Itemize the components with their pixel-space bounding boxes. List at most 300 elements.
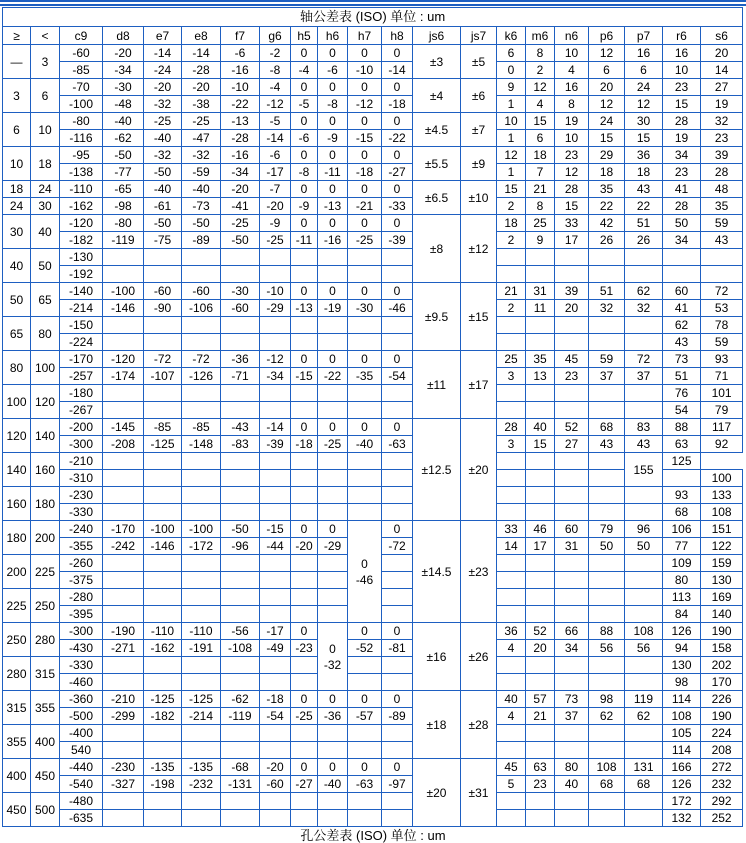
- cell: -355: [60, 538, 103, 555]
- cell: -68: [221, 759, 260, 776]
- cell: [182, 504, 221, 521]
- cell: 7: [526, 164, 555, 181]
- cell: [555, 453, 589, 470]
- cell: 9: [526, 232, 555, 249]
- cell: 28: [555, 181, 589, 198]
- cell: 120: [31, 385, 60, 419]
- cell: -100: [60, 96, 103, 113]
- cell: 10: [555, 130, 589, 147]
- cell: ±31: [461, 759, 497, 827]
- cell: -375: [60, 572, 103, 589]
- cell: [318, 334, 348, 351]
- cell: 0: [318, 181, 348, 198]
- cell: -5: [260, 113, 291, 130]
- cell: -83: [221, 436, 260, 453]
- cell: 12: [625, 96, 663, 113]
- cell: [221, 606, 260, 623]
- cell: -6: [221, 45, 260, 62]
- cell: 0: [382, 351, 413, 368]
- cell: 56: [589, 640, 625, 657]
- cell: 0 -32: [318, 623, 348, 691]
- cell: 50: [3, 283, 31, 317]
- table-row: [3, 810, 743, 827]
- cell: -22: [318, 368, 348, 385]
- cell: 45: [497, 759, 526, 776]
- cell: [589, 504, 625, 521]
- cell: -22: [221, 96, 260, 113]
- cell: -17: [260, 164, 291, 181]
- cell: 32: [701, 113, 743, 130]
- cell: [589, 742, 625, 759]
- cell: -210: [103, 691, 144, 708]
- cell: [555, 555, 589, 572]
- cell: 119: [625, 691, 663, 708]
- cell: [526, 504, 555, 521]
- cell: 0: [291, 215, 318, 232]
- cell: -174: [103, 368, 144, 385]
- column-header: h8: [382, 27, 413, 45]
- cell: 125: [663, 453, 701, 470]
- cell: 26: [625, 232, 663, 249]
- cell: 72: [701, 283, 743, 300]
- cell: [526, 674, 555, 691]
- cell: [221, 793, 260, 810]
- cell: [182, 317, 221, 334]
- cell: 62: [625, 708, 663, 725]
- cell: -440: [60, 759, 103, 776]
- cell: [144, 793, 182, 810]
- cell: [221, 402, 260, 419]
- cell: 36: [625, 147, 663, 164]
- cell: -120: [60, 215, 103, 232]
- cell: -119: [103, 232, 144, 249]
- cell: ±8: [413, 215, 461, 283]
- cell: [144, 470, 182, 487]
- cell: 0: [382, 691, 413, 708]
- cell: [625, 589, 663, 606]
- cell: -125: [144, 436, 182, 453]
- cell: -300: [60, 623, 103, 640]
- cell: [221, 317, 260, 334]
- cell: -146: [144, 538, 182, 555]
- cell: [318, 504, 348, 521]
- cell: 155: [625, 453, 663, 487]
- cell: [144, 589, 182, 606]
- cell: -192: [60, 266, 103, 283]
- cell: 0: [348, 283, 382, 300]
- cell: [318, 793, 348, 810]
- cell: [555, 606, 589, 623]
- cell: [144, 334, 182, 351]
- cell: ±20: [461, 419, 497, 521]
- cell: -18: [260, 691, 291, 708]
- cell: 4: [497, 708, 526, 725]
- cell: 0: [291, 419, 318, 436]
- cell: 450: [3, 793, 31, 827]
- cell: [221, 589, 260, 606]
- cell: [555, 793, 589, 810]
- cell: -11: [291, 232, 318, 249]
- cell: [555, 487, 589, 504]
- table-row: [3, 521, 743, 538]
- cell: [221, 810, 260, 827]
- cell: [555, 334, 589, 351]
- cell: -150: [60, 317, 103, 334]
- cell: [589, 589, 625, 606]
- cell: 160: [31, 453, 60, 487]
- cell: 62: [589, 708, 625, 725]
- cell: -18: [348, 164, 382, 181]
- cell: -65: [103, 181, 144, 198]
- cell: [260, 606, 291, 623]
- cell: 28: [663, 113, 701, 130]
- cell: 0: [291, 351, 318, 368]
- cell: -18: [382, 96, 413, 113]
- cell: 16: [555, 79, 589, 96]
- cell: [318, 572, 348, 589]
- cell: [382, 266, 413, 283]
- cell: [663, 470, 701, 487]
- cell: -540: [60, 776, 103, 793]
- cell: [382, 606, 413, 623]
- cell: 18: [589, 164, 625, 181]
- column-header: js6: [413, 27, 461, 45]
- cell: [318, 402, 348, 419]
- cell: 33: [555, 215, 589, 232]
- cell: [291, 317, 318, 334]
- cell: 0: [291, 45, 318, 62]
- table-row: [3, 674, 743, 691]
- cell: 25: [526, 215, 555, 232]
- cell: [260, 555, 291, 572]
- cell: 450: [31, 759, 60, 793]
- cell: -54: [382, 368, 413, 385]
- cell: [291, 555, 318, 572]
- cell: [348, 402, 382, 419]
- cell: [144, 725, 182, 742]
- cell: [144, 402, 182, 419]
- cell: 272: [701, 759, 743, 776]
- cell: 122: [701, 538, 743, 555]
- cell: 23: [701, 130, 743, 147]
- cell: 65: [3, 317, 31, 351]
- cell: [291, 470, 318, 487]
- cell: 4: [555, 62, 589, 79]
- cell: -32: [144, 147, 182, 164]
- cell: 0: [291, 181, 318, 198]
- cell: [260, 793, 291, 810]
- cell: [625, 402, 663, 419]
- cell: -23: [291, 640, 318, 657]
- cell: [260, 453, 291, 470]
- cell: 37: [589, 368, 625, 385]
- cell: -40: [144, 130, 182, 147]
- cell: 93: [663, 487, 701, 504]
- cell: [348, 725, 382, 742]
- cell: 113: [663, 589, 701, 606]
- cell: [291, 742, 318, 759]
- cell: -131: [221, 776, 260, 793]
- cell: [291, 589, 318, 606]
- table-row: [3, 504, 743, 521]
- cell: 15: [526, 113, 555, 130]
- cell: [144, 504, 182, 521]
- cell: [103, 606, 144, 623]
- cell: 18: [526, 147, 555, 164]
- cell: [589, 334, 625, 351]
- cell: [497, 657, 526, 674]
- cell: [221, 487, 260, 504]
- cell: -125: [182, 691, 221, 708]
- cell: 6: [625, 62, 663, 79]
- cell: -135: [144, 759, 182, 776]
- cell: -300: [60, 436, 103, 453]
- cell: -60: [221, 300, 260, 317]
- cell: -14: [182, 45, 221, 62]
- cell: [497, 266, 526, 283]
- cell: -71: [221, 368, 260, 385]
- cell: 43: [663, 334, 701, 351]
- cell: [318, 453, 348, 470]
- cell: [260, 334, 291, 351]
- cell: 10: [555, 45, 589, 62]
- cell: [348, 317, 382, 334]
- cell: 120: [3, 419, 31, 453]
- cell: 23: [555, 147, 589, 164]
- cell: 17: [555, 232, 589, 249]
- cell: 63: [663, 436, 701, 453]
- cell: 84: [663, 606, 701, 623]
- cell: [348, 674, 382, 691]
- cell: 0: [382, 283, 413, 300]
- cell: [182, 657, 221, 674]
- cell: -50: [103, 147, 144, 164]
- cell: ±28: [461, 691, 497, 759]
- cell: 18: [497, 215, 526, 232]
- table-row: [3, 453, 743, 470]
- cell: -21: [348, 198, 382, 215]
- cell: -110: [182, 623, 221, 640]
- cell: [103, 487, 144, 504]
- cell: [103, 470, 144, 487]
- cell: 50: [663, 215, 701, 232]
- cell: [526, 453, 555, 470]
- cell: [382, 317, 413, 334]
- cell: -13: [221, 113, 260, 130]
- cell: [144, 572, 182, 589]
- cell: 224: [701, 725, 743, 742]
- cell: [382, 674, 413, 691]
- cell: [526, 725, 555, 742]
- cell: [144, 810, 182, 827]
- cell: -19: [318, 300, 348, 317]
- cell: [555, 725, 589, 742]
- cell: [318, 470, 348, 487]
- cell: [625, 249, 663, 266]
- table-row: [3, 487, 743, 504]
- cell: [103, 266, 144, 283]
- cell: [589, 385, 625, 402]
- cell: [260, 249, 291, 266]
- column-header: f7: [221, 27, 260, 45]
- cell: 4: [497, 640, 526, 657]
- cell: 52: [555, 419, 589, 436]
- cell: [182, 266, 221, 283]
- cell: 15: [663, 96, 701, 113]
- cell: [701, 249, 743, 266]
- cell: 0: [318, 419, 348, 436]
- cell: [663, 249, 701, 266]
- cell: -63: [382, 436, 413, 453]
- cell: -208: [103, 436, 144, 453]
- cell: 0: [348, 351, 382, 368]
- cell: -25: [318, 436, 348, 453]
- cell: 48: [701, 181, 743, 198]
- cell: 46: [526, 521, 555, 538]
- cell: 43: [625, 436, 663, 453]
- cell: [103, 334, 144, 351]
- cell: [625, 555, 663, 572]
- cell: [589, 453, 625, 470]
- cell: 0: [348, 181, 382, 198]
- cell: -16: [318, 232, 348, 249]
- cell: ±26: [461, 623, 497, 691]
- cell: -63: [348, 776, 382, 793]
- cell: [526, 266, 555, 283]
- cell: -62: [103, 130, 144, 147]
- column-header: p6: [589, 27, 625, 45]
- cell: -140: [60, 283, 103, 300]
- cell: -299: [103, 708, 144, 725]
- cell: -25: [221, 215, 260, 232]
- cell: 25: [497, 351, 526, 368]
- table-row: [3, 249, 743, 266]
- cell: ±17: [461, 351, 497, 419]
- cell: 0: [382, 419, 413, 436]
- cell: 108: [589, 759, 625, 776]
- cell: 65: [31, 283, 60, 317]
- cell: [260, 589, 291, 606]
- cell: [103, 810, 144, 827]
- cell: [625, 317, 663, 334]
- cell: 15: [526, 436, 555, 453]
- cell: [526, 810, 555, 827]
- cell: [625, 793, 663, 810]
- cell: -39: [260, 436, 291, 453]
- cell: -72: [182, 351, 221, 368]
- cell: 73: [555, 691, 589, 708]
- cell: -8: [260, 62, 291, 79]
- cell: -8: [291, 164, 318, 181]
- cell: -41: [221, 198, 260, 215]
- cell: [555, 742, 589, 759]
- cell: 400: [3, 759, 31, 793]
- cell: [555, 385, 589, 402]
- cell: 18: [625, 164, 663, 181]
- cell: [497, 674, 526, 691]
- cell: [103, 555, 144, 572]
- cell: [497, 334, 526, 351]
- cell: 57: [526, 691, 555, 708]
- column-header: n6: [555, 27, 589, 45]
- cell: [103, 385, 144, 402]
- cell: 59: [701, 334, 743, 351]
- cell: [221, 334, 260, 351]
- cell: [291, 385, 318, 402]
- cell: [625, 674, 663, 691]
- table-row: [3, 419, 743, 436]
- cell: [526, 385, 555, 402]
- cell: 32: [625, 300, 663, 317]
- cell: [526, 606, 555, 623]
- cell: 0 -46: [348, 521, 382, 623]
- cell: [318, 810, 348, 827]
- cell: -36: [318, 708, 348, 725]
- cell: 106: [663, 521, 701, 538]
- cell: -72: [382, 538, 413, 555]
- cell: 28: [701, 164, 743, 181]
- cell: 18: [31, 147, 60, 181]
- cell: -214: [182, 708, 221, 725]
- cell: -32: [144, 96, 182, 113]
- cell: 80: [555, 759, 589, 776]
- cell: 108: [701, 504, 743, 521]
- cell: 29: [589, 147, 625, 164]
- cell: [625, 657, 663, 674]
- cell: 400: [31, 725, 60, 759]
- cell: [318, 487, 348, 504]
- table-row: [3, 113, 743, 130]
- cell: -9: [260, 215, 291, 232]
- cell: ±6: [461, 79, 497, 113]
- cell: 13: [526, 368, 555, 385]
- cell: [589, 572, 625, 589]
- title-row: [3, 8, 743, 27]
- cell: [221, 266, 260, 283]
- cell: [497, 589, 526, 606]
- cell: [182, 606, 221, 623]
- cell: -52: [348, 640, 382, 657]
- cell: [348, 266, 382, 283]
- cell: [221, 742, 260, 759]
- cell: [144, 249, 182, 266]
- cell: -110: [60, 181, 103, 198]
- cell: [497, 793, 526, 810]
- cell: -50: [144, 215, 182, 232]
- cell: ±23: [461, 521, 497, 623]
- column-header: h5: [291, 27, 318, 45]
- cell: -10: [348, 62, 382, 79]
- cell: -460: [60, 674, 103, 691]
- cell: 32: [589, 300, 625, 317]
- cell: [555, 572, 589, 589]
- column-header: d8: [103, 27, 144, 45]
- cell: 132: [663, 810, 701, 827]
- cell: 4: [526, 96, 555, 113]
- cell: ±16: [413, 623, 461, 691]
- cell: -28: [182, 62, 221, 79]
- cell: 0: [348, 623, 382, 640]
- cell: -125: [144, 691, 182, 708]
- cell: -135: [182, 759, 221, 776]
- cell: 83: [625, 419, 663, 436]
- cell: 80: [663, 572, 701, 589]
- cell: -11: [318, 164, 348, 181]
- cell: [526, 402, 555, 419]
- cell: -20: [260, 198, 291, 215]
- cell: -20: [182, 79, 221, 96]
- cell: -480: [60, 793, 103, 810]
